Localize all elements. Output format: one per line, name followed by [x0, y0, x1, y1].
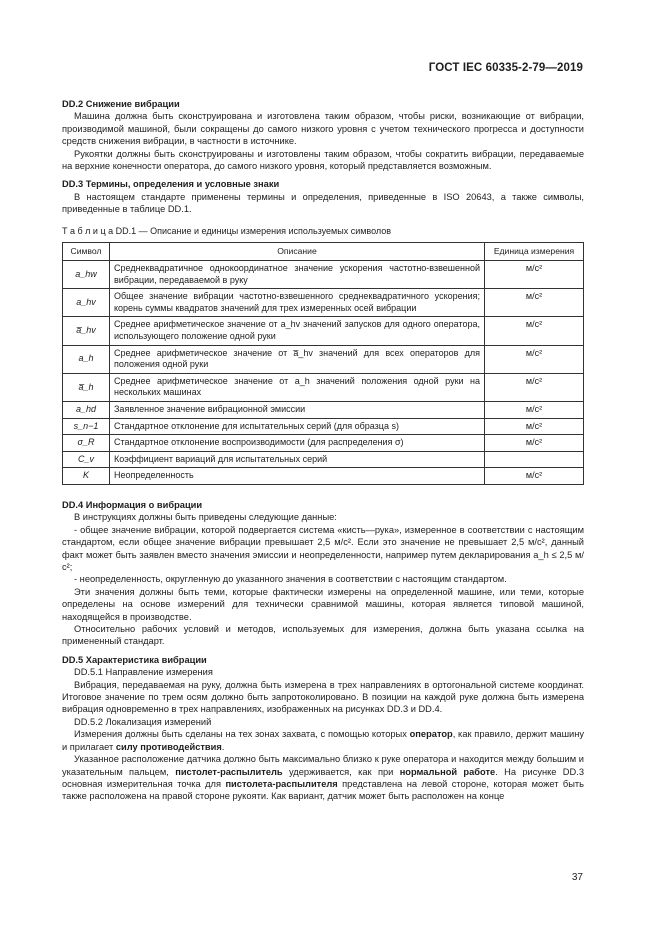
symbols-table	[62, 242, 584, 485]
term-bold: нормальной работе	[399, 766, 496, 777]
table-row	[63, 435, 584, 452]
subsection-title: DD.5.1 Направление измерения	[74, 667, 213, 678]
symbol-cell: K	[63, 468, 110, 485]
paragraph: В инструкциях должны быть приведены следующие данные:	[74, 512, 337, 523]
description-cell: Среднеквадратичное однокоординатное значение ускорения частотно-взвешенной вибрации, передаваемой в руку	[110, 261, 485, 289]
document-header: ГОСТ IEC 60335-2-79—2019	[428, 62, 583, 74]
description-cell: Среднее арифметическое значение от a_hv значений запусков для одного оператора, использующего положение одной руки	[110, 317, 485, 345]
table-row	[63, 402, 584, 419]
text-run: представлена на левой стороне, которая может быть также расположена на правой стороне рукояти. Как вариант, датчик может быть расположен на конце	[62, 778, 584, 802]
paragraph: Относительно рабочих условий и методов, используемых для измерения, должна быть указана ссылка на примененный стандарт.	[62, 624, 584, 647]
paragraph: Машина должна быть сконструирована и изготовлена таким образом, чтобы риски, возникающие от вибрации, производимой машиной, были сокращены до самого низкого уровня с учетом технического прогресса и доступности средств снижения вибрации, в частности в источнике.	[62, 111, 584, 147]
unit-cell: м/с²	[485, 418, 584, 435]
table-row	[63, 451, 584, 468]
term-bold: пистолета-распылителя	[225, 778, 338, 789]
unit-cell: м/с²	[485, 468, 584, 485]
unit-cell: м/с²	[485, 402, 584, 419]
unit-cell: м/с²	[485, 289, 584, 317]
table-header-symbol: Символ	[63, 243, 110, 261]
section-dd5-title: DD.5 Характеристика вибрации	[62, 654, 207, 665]
table-header-description: Описание	[110, 243, 485, 261]
table-caption: Т а б л и ц а DD.1 — Описание и единицы измерения используемых символов	[62, 225, 392, 236]
unit-cell: м/с²	[485, 345, 584, 373]
text-run: Указанное расположение датчика должно быть максимально близко к руке оператора и находится между большим и указательным пальцем,	[62, 754, 584, 777]
table-row	[63, 261, 584, 289]
section-dd4-title: DD.4 Информация о вибрации	[62, 499, 203, 510]
table-row	[63, 373, 584, 401]
table-header-unit: Единица измерения	[485, 243, 584, 261]
text-run: , как правило, держит машину и прилагает	[62, 729, 584, 752]
paragraph: - общее значение вибрации, которой подвергается система «кисть—рука», измеренное в соответствии с настоящим стандартом, если общее значение вибрации превышает 2,5 м/с². Если это значение не превышает 2,5 м/с², данный факт может быть заявлен вместо значения эмиссии и неопределенности, например путем декларирования a_h ≤ 2,5 м/с²;	[62, 524, 584, 572]
table-row	[63, 317, 584, 345]
text-run: Измерения должны быть сделаны на тех зонах захвата, с помощью которых	[74, 729, 410, 740]
paragraph: В настоящем стандарте применены термины и определения, приведенные в ISO 20643, а также символы, приведенные в таблице DD.1.	[62, 191, 584, 215]
paragraph	[62, 753, 584, 803]
text-run: . На рисунке DD.3 основная измерительная точка для	[62, 766, 584, 789]
unit-cell: м/с²	[485, 435, 584, 452]
description-cell: Стандартное отклонение для испытательных серий (для образца s)	[110, 418, 485, 435]
paragraph	[62, 728, 584, 753]
description-cell: Общее значение вибрации частотно-взвешенного среднеквадратичного ускорения; корень суммы квадратов значений для трех измеренных осей вибрации	[110, 289, 485, 317]
symbol-cell: a_h	[63, 345, 110, 373]
symbol-cell: a_hw	[63, 261, 110, 289]
symbol-cell: a̅_h	[63, 373, 110, 401]
unit-cell: м/с²	[485, 317, 584, 345]
description-cell: Стандартное отклонение воспроизводимости (для распределения σ)	[110, 435, 485, 452]
section-dd2-title: DD.2 Снижение вибрации	[62, 99, 180, 109]
symbol-cell: a̅_hv	[63, 317, 110, 345]
unit-cell: м/с²	[485, 261, 584, 289]
text-run: .	[221, 741, 225, 752]
table-row	[63, 289, 584, 317]
description-cell: Среднее арифметическое значение от a̅_hv значений для всех операторов для положения одной руки	[110, 345, 485, 373]
term-bold: пистолет-распылитель	[175, 766, 283, 777]
paragraph: - неопределенность, округленную до указанного значения в соответствии с настоящим стандартом.	[74, 574, 507, 585]
section-dd3-title: DD.3 Термины, определения и условные знаки	[62, 179, 280, 190]
text-run: удерживается, как при	[282, 766, 400, 777]
symbol-cell: s_n−1	[63, 418, 110, 435]
table-row	[63, 418, 584, 435]
description-cell: Коэффициент вариаций для испытательных серий	[110, 451, 485, 468]
paragraph: Рукоятки должны быть сконструированы и изготовлены таким образом, чтобы сократить вибрации, передаваемые на верхние конечности оператора, до самого низкого уровня, который представляется возможным.	[62, 148, 584, 172]
symbol-cell: σ_R	[63, 435, 110, 452]
symbol-cell: a_hv	[63, 289, 110, 317]
page-number: 37	[571, 872, 583, 883]
symbol-cell: a_hd	[63, 402, 110, 419]
table-row	[63, 345, 584, 373]
paragraph: Эти значения должны быть теми, которые фактически измерены на определенной машине, или теми, которые определены на основе измерений для технически сравнимой машины, которая является типовой машиной, находящейся в производстве.	[62, 586, 584, 622]
unit-cell	[485, 451, 584, 468]
description-cell: Среднее арифметическое значение от a_h значений положения одной руки на нескольких машинах	[110, 373, 485, 401]
description-cell: Заявленное значение вибрационной эмиссии	[110, 402, 485, 419]
subsection-title: DD.5.2 Локализация измерений	[74, 716, 212, 727]
description-cell: Неопределенность	[110, 468, 485, 485]
table-row	[63, 468, 584, 485]
paragraph: Вибрация, передаваемая на руку, должна быть измерена в трех направлениях в ортогональной системе координат. Итоговое значение по трем осям должно быть запротоколировано. В позиции на каждой руке должна быть измерена вибрация одновременно в трех направлениях, изображенных на рисунках DD.3 и DD.4.	[62, 679, 584, 715]
symbol-cell: C_v	[63, 451, 110, 468]
unit-cell: м/с²	[485, 373, 584, 401]
term-bold: оператор	[409, 729, 453, 740]
term-bold: силу противодействия	[115, 741, 222, 752]
page-content	[62, 92, 584, 803]
